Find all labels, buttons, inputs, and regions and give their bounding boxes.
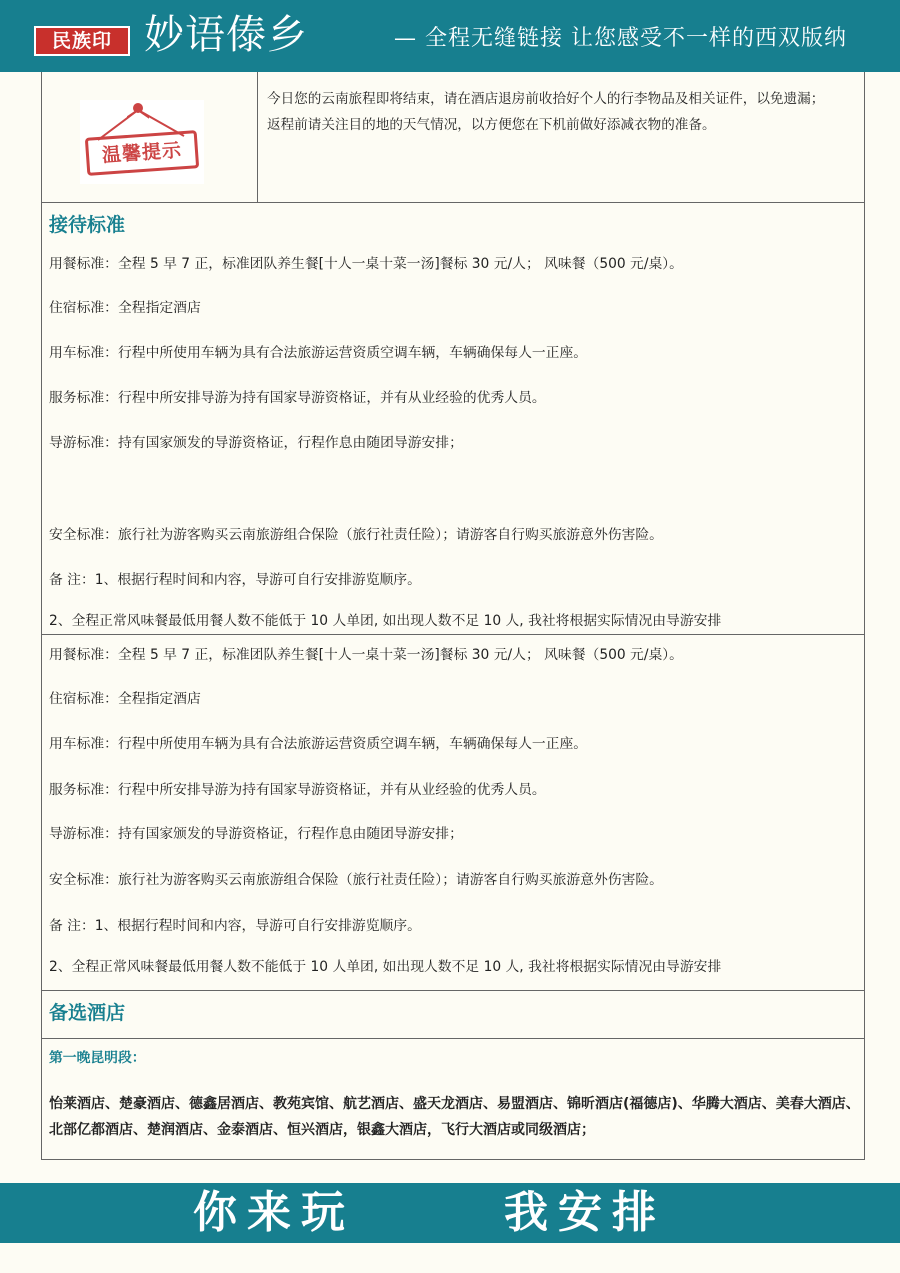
- standard-line: 用车标准：行程中所使用车辆为具有合法旅游运营资质空调车辆，车辆确保每人一正座。: [49, 736, 588, 752]
- standard-line: 用餐标准：全程 5 早 7 正，标准团队养生餐[十人一桌十菜一汤]餐标 30 元/人； 风味餐（500 元/桌）。: [49, 256, 683, 272]
- tip-text: [267, 86, 857, 138]
- standard-line: 用车标准：行程中所使用车辆为具有合法旅游运营资质空调车辆，车辆确保每人一正座。: [49, 345, 588, 361]
- tip-sign-cell: [42, 72, 258, 202]
- section-title-standards: 接待标准: [49, 214, 126, 236]
- footer-banner: [0, 1183, 900, 1243]
- standard-line: 安全标准：旅行社为游客购买云南旅游组合保险（旅行社责任险）；请游客自行购买旅游意外伤害险。: [49, 527, 663, 543]
- content-frame: [41, 72, 865, 1160]
- tip-row: [42, 72, 864, 203]
- standard-line: 服务标准：行程中所安排导游为持有国家导游资格证，并有从业经验的优秀人员。: [49, 782, 546, 798]
- standard-line: 服务标准：行程中所安排导游为持有国家导游资格证，并有从业经验的优秀人员。: [49, 390, 546, 406]
- standard-line: 导游标准：持有国家颁发的导游资格证，行程作息由随团导游安排；: [49, 826, 463, 842]
- standard-line: 备 注：1、根据行程时间和内容，导游可自行安排游览顺序。: [49, 572, 421, 588]
- hotel-night-label: 第一晚昆明段：: [49, 1050, 146, 1066]
- header-banner: [0, 0, 900, 72]
- divider: [42, 1038, 864, 1039]
- tip-line: 返程前请关注目的地的天气情况，以方便您在下机前做好添减衣物的准备。: [267, 117, 716, 133]
- warm-tip-sign: [80, 100, 204, 184]
- hotel-list: 怡莱酒店、楚豪酒店、德鑫居酒店、教苑宾馆、航艺酒店、盛天龙酒店、易盟酒店、锦昕酒店(福德店)、华腾大酒店、美春大酒店、北部亿都酒店、楚润酒店、金泰酒店、恒兴酒店，银鑫大酒店，飞行大酒店或同级酒店；: [49, 1096, 860, 1138]
- footer-slogan-left: 你来玩: [193, 1187, 355, 1238]
- footer-slogan-right: 我安排: [504, 1187, 666, 1238]
- standard-line: 导游标准：持有国家颁发的导游资格证，行程作息由随团导游安排；: [49, 435, 463, 451]
- standard-line: 用餐标准：全程 5 早 7 正，标准团队养生餐[十人一桌十菜一汤]餐标 30 元/人； 风味餐（500 元/桌）。: [49, 647, 683, 663]
- tip-line: 今日您的云南旅程即将结束，请在酒店退房前收拾好个人的行李物品及相关证件，以免遗漏；: [267, 91, 825, 107]
- standard-line: 备 注：1、根据行程时间和内容，导游可自行安排游览顺序。: [49, 918, 421, 934]
- standard-line: 2、全程正常风味餐最低用餐人数不能低于 10 人单团, 如出现人数不足 10 人, 我社将根据实际情况由导游安排: [49, 613, 722, 629]
- tip-sign-label: 温馨提示: [85, 130, 199, 176]
- section-title-hotels: 备选酒店: [49, 1002, 126, 1024]
- standard-line: 住宿标准：全程指定酒店: [49, 300, 201, 316]
- brand-badge: 民族印: [34, 26, 130, 56]
- standard-line: 2、全程正常风味餐最低用餐人数不能低于 10 人单团, 如出现人数不足 10 人, 我社将根据实际情况由导游安排: [49, 959, 722, 975]
- brand-title: 妙语傣乡: [144, 12, 308, 58]
- standard-line: 住宿标准：全程指定酒店: [49, 691, 201, 707]
- standard-line: 安全标准：旅行社为游客购买云南旅游组合保险（旅行社责任险）；请游客自行购买旅游意外伤害险。: [49, 872, 663, 888]
- brand-slogan: — 全程无缝链接 让您感受不一样的西双版纳: [394, 26, 847, 51]
- divider: [42, 634, 864, 635]
- divider: [42, 990, 864, 991]
